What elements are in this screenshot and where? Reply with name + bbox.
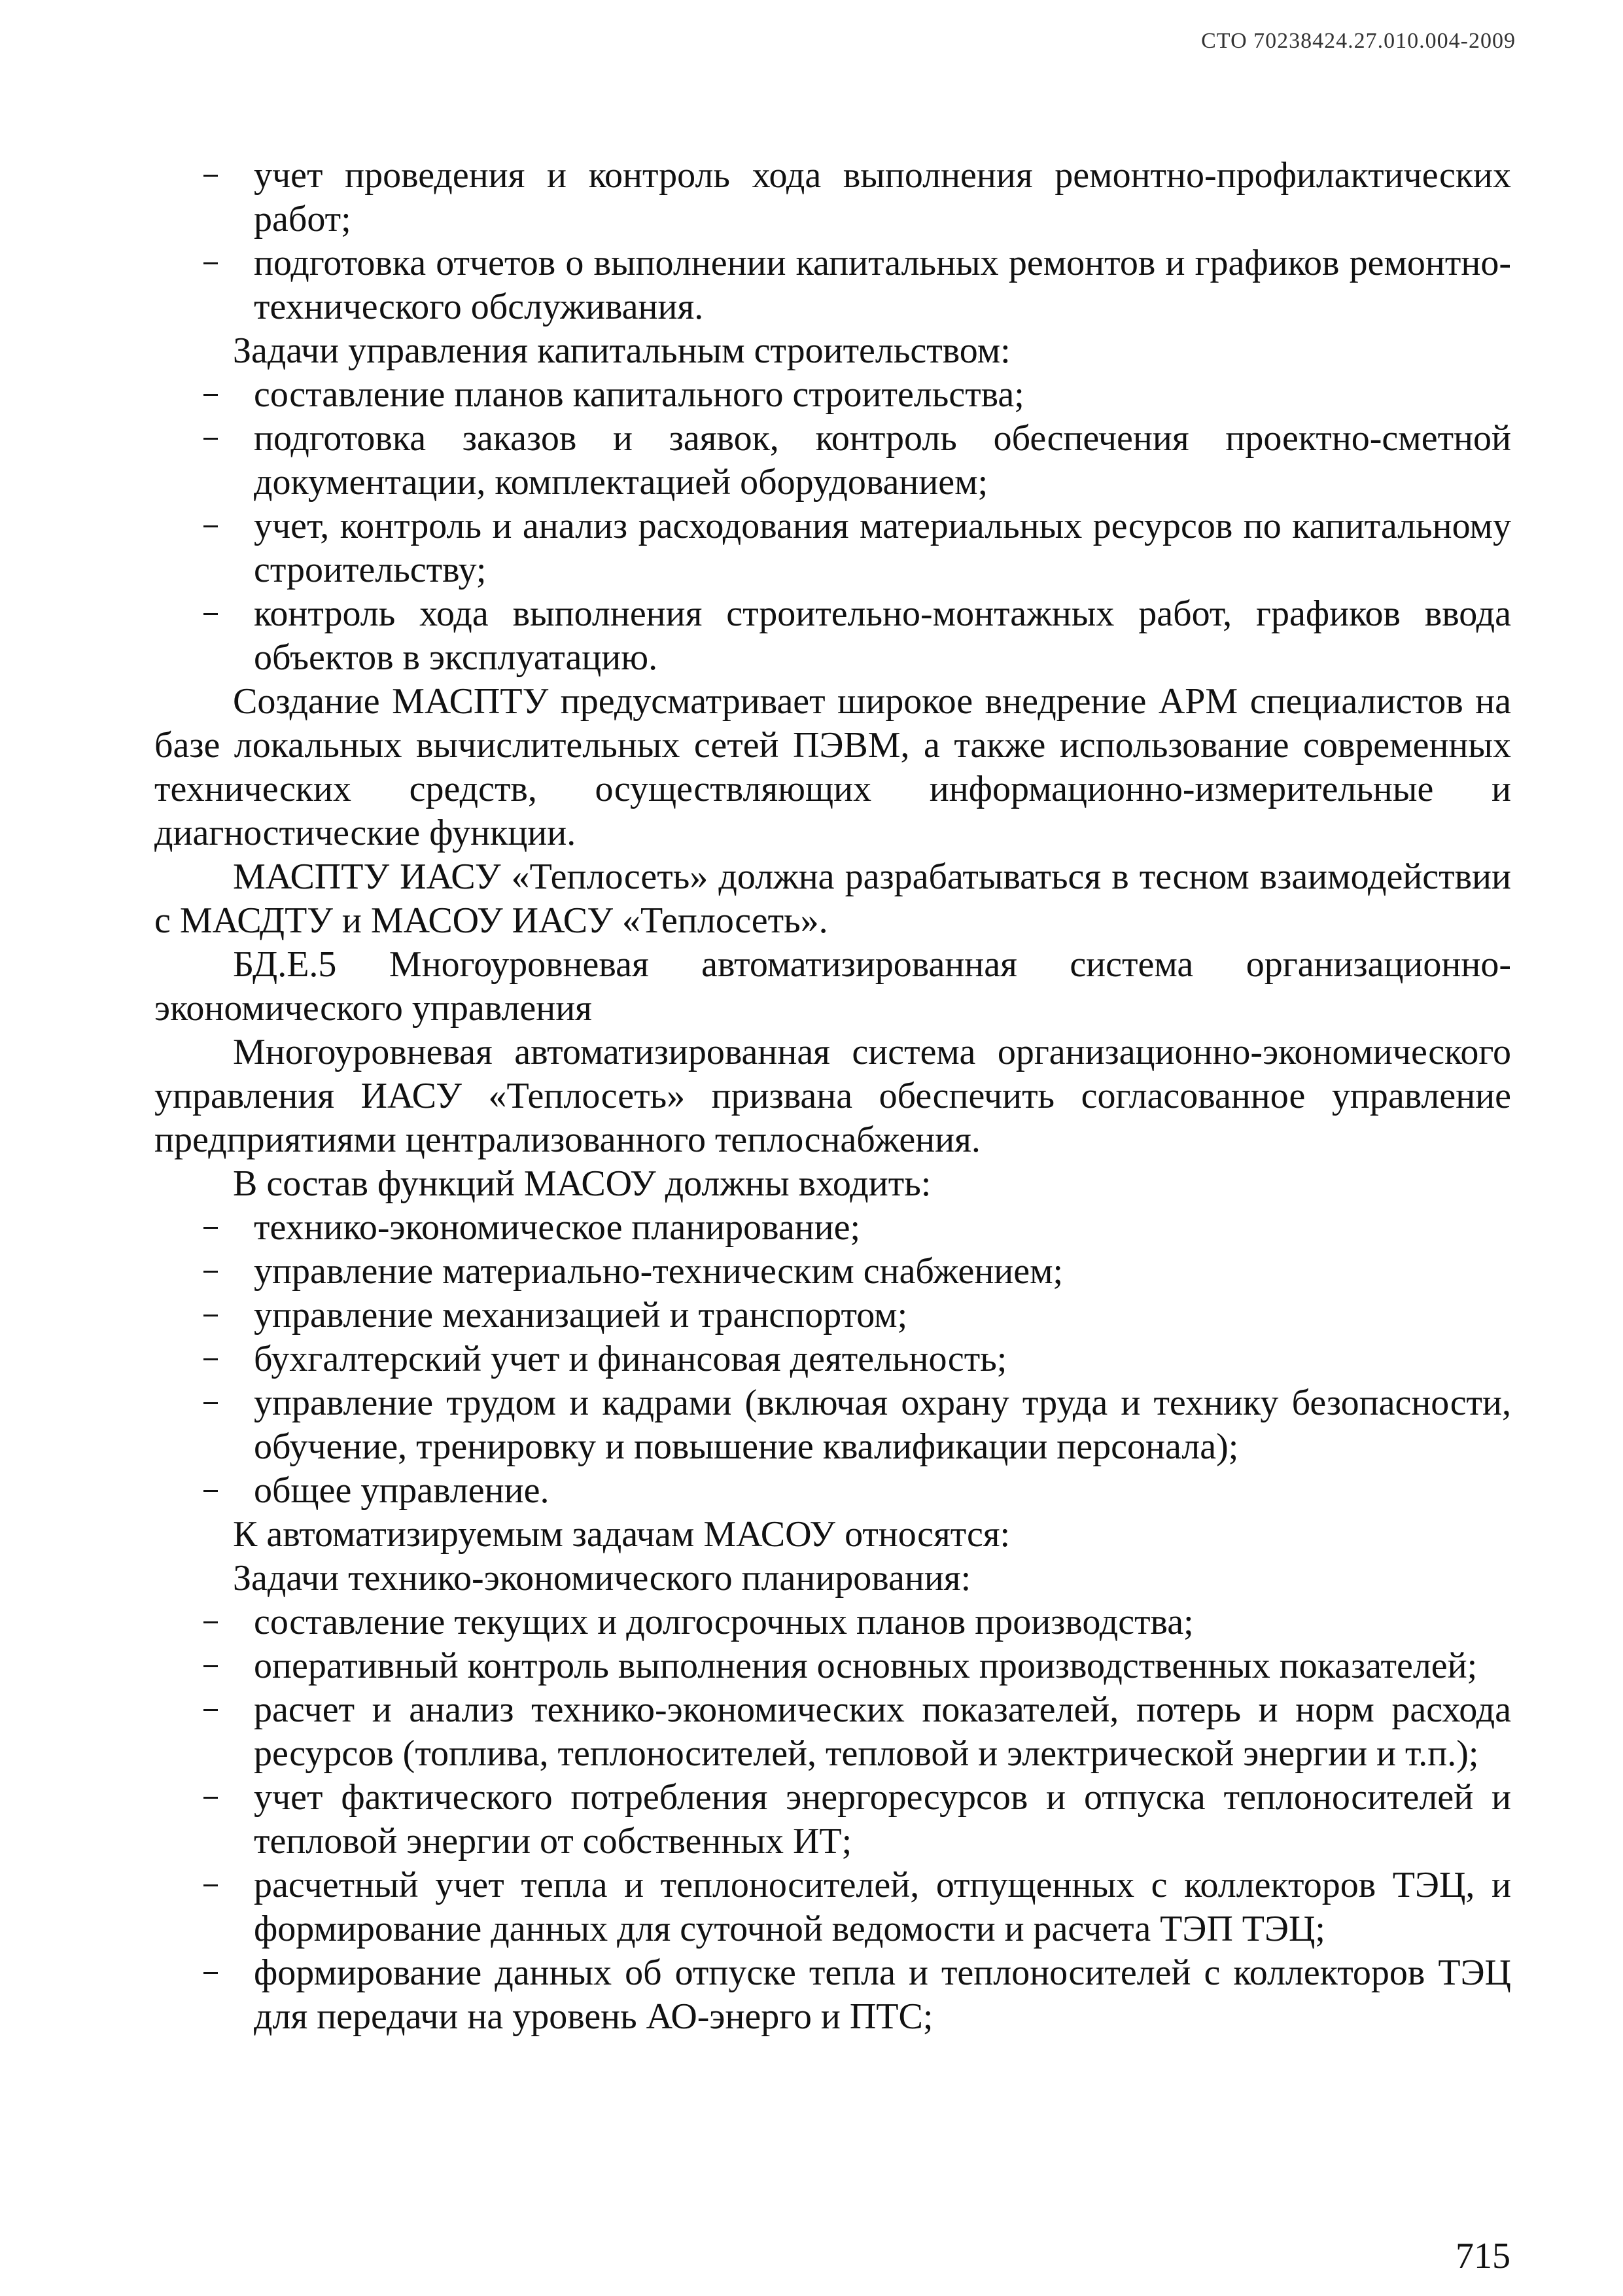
dash-marker (203, 1206, 223, 1250)
list-item (154, 1863, 1511, 1951)
list-item-text: составление планов капитального строительства; (254, 374, 1024, 415)
list-item-text: составление текущих и долгосрочных планов производства; (254, 1602, 1194, 1642)
list-item-text: управление механизацией и транспортом; (254, 1295, 908, 1335)
list-item-text: технико-экономическое планирование; (254, 1207, 861, 1248)
list-item-text: расчетный учет тепла и теплоносителей, отпущенных с коллекторов ТЭЦ, и формирование данных для суточной ведомости и расчета ТЭП ТЭЦ; (254, 1865, 1511, 1949)
list-item (154, 1951, 1511, 2039)
dash-marker (203, 154, 223, 198)
document-body (154, 154, 1511, 2039)
dash-marker (203, 1381, 223, 1425)
list-item (154, 1381, 1511, 1469)
dash-marker (203, 241, 223, 285)
dash-marker (203, 1600, 223, 1644)
document-code-header: СТО 70238424.27.010.004-2009 (1201, 29, 1516, 53)
list-item-text: расчет и анализ технико-экономических показателей, потерь и норм расхода ресурсов (топлива, теплоносителей, тепловой и электрической энергии и т.п.); (254, 1689, 1511, 1774)
list-item (154, 154, 1511, 241)
list-item (154, 1776, 1511, 1863)
list-item (154, 1250, 1511, 1294)
list-item (154, 1644, 1511, 1688)
dash-marker (203, 1250, 223, 1294)
dash-marker (203, 1644, 223, 1688)
list-item (154, 1600, 1511, 1644)
section-heading: В состав функций МАСОУ должны входить: (233, 1163, 932, 1204)
list-item (154, 504, 1511, 592)
list-item-text: оперативный контроль выполнения основных производственных показателей; (254, 1646, 1478, 1686)
list-item-text: общее управление. (254, 1470, 550, 1511)
dash-marker (203, 592, 223, 636)
list-item-text: управление трудом и кадрами (включая охрану труда и технику безопасности, обучение, тренировку и повышение квалификации персонала); (254, 1383, 1511, 1467)
list-item (154, 373, 1511, 417)
list-item (154, 1294, 1511, 1337)
dash-marker (203, 417, 223, 461)
dash-marker (203, 1469, 223, 1513)
list-item-text: учет проведения и контроль хода выполнения ремонтно-профилактических работ; (254, 155, 1511, 239)
list-item (154, 1206, 1511, 1250)
list-item-text: учет фактического потребления энергоресурсов и отпуска теплоносителей и тепловой энергии от собственных ИТ; (254, 1777, 1511, 1862)
list-item-text: управление материально-техническим снабжением; (254, 1251, 1064, 1292)
list-item-text: контроль хода выполнения строительно-монтажных работ, графиков ввода объектов в эксплуатацию. (254, 593, 1511, 678)
paragraph: Многоуровневая автоматизированная система организационно-экономического управления ИАСУ «Теплосеть» призвана обеспечить согласованное управление предприятиями централизованного теплоснабжения. (154, 1032, 1511, 1160)
list-item-text: формирование данных об отпуске тепла и теплоносителей с коллекторов ТЭЦ для передачи на уровень АО-энерго и ПТС; (254, 1952, 1511, 2037)
dash-marker (203, 1863, 223, 1907)
paragraph: Создание МАСПТУ предусматривает широкое внедрение АРМ специалистов на базе локальных вычислительных сетей ПЭВМ, а также использование современных технических средств, осуществляющих информационно-измерительные и диагностические функции. (154, 681, 1511, 853)
paragraph: МАСПТУ ИАСУ «Теплосеть» должна разрабатываться в тесном взаимодействии с МАСДТУ и МАСОУ ИАСУ «Теплосеть». (154, 857, 1511, 941)
list-item (154, 417, 1511, 504)
list-item (154, 241, 1511, 329)
section-title: БД.Е.5 Многоуровневая автоматизированная система организационно-экономического управления (154, 944, 1511, 1029)
dash-marker (203, 1337, 223, 1381)
section-heading: Задачи технико-экономического планирования: (233, 1558, 971, 1598)
list-item-text: учет, контроль и анализ расходования материальных ресурсов по капитальному строительству; (254, 506, 1511, 590)
page-number: 715 (1456, 2236, 1510, 2276)
dash-marker (203, 1951, 223, 1995)
dash-marker (203, 504, 223, 548)
list-item-text: подготовка отчетов о выполнении капитальных ремонтов и графиков ремонтно-технического обслуживания. (254, 243, 1511, 327)
dash-marker (203, 1776, 223, 1820)
section-heading: К автоматизируемым задачам МАСОУ относятся: (233, 1514, 1011, 1555)
list-item (154, 592, 1511, 680)
dash-marker (203, 1688, 223, 1732)
list-item (154, 1337, 1511, 1381)
list-item (154, 1469, 1511, 1513)
dash-marker (203, 1294, 223, 1337)
dash-marker (203, 373, 223, 417)
list-item-text: подготовка заказов и заявок, контроль обеспечения проектно-сметной документации, комплектацией оборудованием; (254, 418, 1511, 503)
section-heading: Задачи управления капитальным строительством: (233, 330, 1011, 371)
list-item (154, 1688, 1511, 1776)
list-item-text: бухгалтерский учет и финансовая деятельность; (254, 1339, 1007, 1379)
